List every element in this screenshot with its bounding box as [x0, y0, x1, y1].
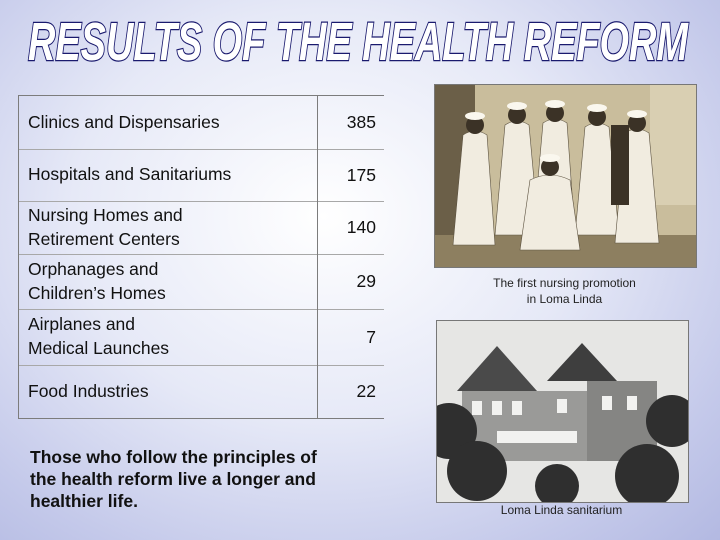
nurses-photo-caption: The first nursing promotion in Loma Linda [493, 276, 636, 306]
nurses-photo [434, 84, 697, 268]
row-label: Clinics and Dispensaries [28, 111, 220, 132]
row-value: 29 [317, 254, 384, 309]
row-value: 7 [317, 309, 384, 365]
row-label: Airplanes and Medical Launches [28, 314, 170, 358]
row-label: Hospitals and Sanitariums [28, 164, 232, 185]
row-value: 385 [317, 96, 384, 149]
slide-title-text: RESULTS OF THE HEALTH REFORM [28, 12, 689, 72]
row-label: Orphanages and Children’s Homes [28, 258, 166, 303]
row-value: 140 [317, 201, 384, 254]
sanitarium-photo [436, 320, 689, 503]
row-label: Food Industries [28, 380, 149, 401]
table-row [19, 309, 384, 366]
table-row [19, 254, 384, 310]
results-table [18, 95, 384, 419]
table-row [19, 365, 384, 418]
sanitarium-photo-caption: Loma Linda sanitarium [500, 503, 623, 517]
table-row [19, 96, 384, 150]
row-value: 175 [317, 149, 384, 201]
row-value: 22 [317, 365, 384, 418]
row-label: Nursing Homes and Retirement Centers [28, 204, 183, 249]
slide-title [0, 4, 720, 74]
conclusion-text: Those who follow the principles of the health reform live a longer and healthier life. [30, 447, 317, 511]
table-row [19, 149, 384, 202]
table-row [19, 201, 384, 255]
